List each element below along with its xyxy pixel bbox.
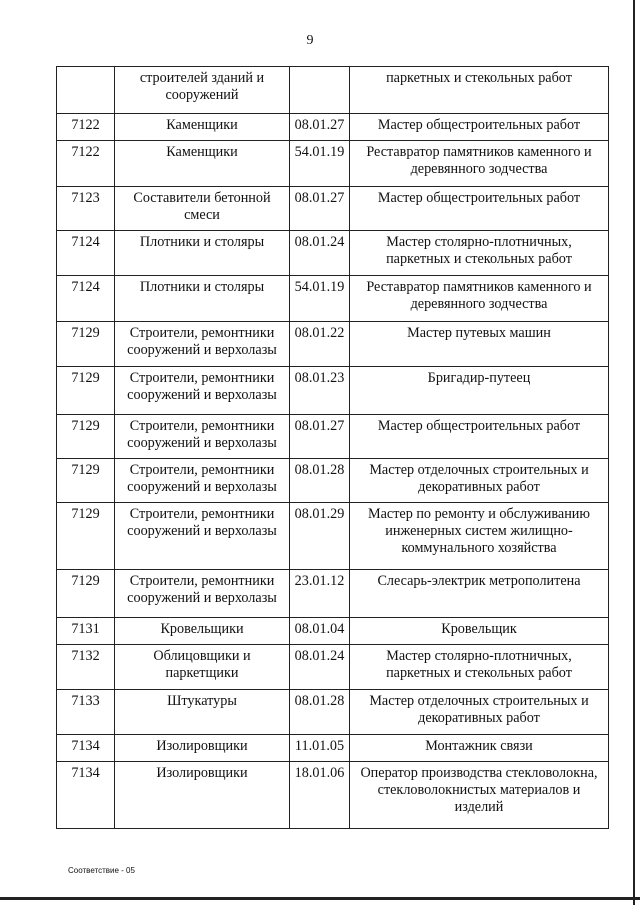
profession-cell: Мастер столярно-плотничных, паркетных и стекольных работ (350, 231, 609, 276)
code-cell: 7132 (57, 645, 115, 690)
occupation-cell: Строители, ремонтники сооружений и верхолазы (115, 503, 290, 570)
profession-cell: Мастер столярно-плотничных, паркетных и стекольных работ (350, 645, 609, 690)
occupation-cell: Строители, ремонтники сооружений и верхолазы (115, 415, 290, 459)
profession-cell: Реставратор памятников каменного и деревянного зодчества (350, 276, 609, 322)
page-edge-bottom (0, 897, 640, 900)
profession-cell: паркетных и стекольных работ (350, 67, 609, 114)
footer-note: Соответствие - 05 (68, 866, 135, 875)
occupation-cell: Штукатуры (115, 690, 290, 735)
specialty-code-cell: 23.01.12 (290, 570, 350, 618)
table-row (57, 231, 609, 276)
table-row (57, 187, 609, 231)
code-cell: 7124 (57, 231, 115, 276)
occupation-cell: Строители, ремонтники сооружений и верхолазы (115, 322, 290, 367)
table-row (57, 276, 609, 322)
specialty-code-cell: 08.01.27 (290, 114, 350, 141)
occupation-cell: строителей зданий и сооружений (115, 67, 290, 114)
profession-cell: Мастер по ремонту и обслуживанию инженерных систем жилищно-коммунального хозяйства (350, 503, 609, 570)
specialty-code-cell (290, 67, 350, 114)
occupation-cell: Кровельщики (115, 618, 290, 645)
table-row (57, 67, 609, 114)
specialty-code-cell: 08.01.28 (290, 690, 350, 735)
table-body (57, 67, 609, 829)
table-row (57, 322, 609, 367)
specialty-code-cell: 08.01.27 (290, 187, 350, 231)
profession-cell: Мастер отделочных строительных и декоративных работ (350, 690, 609, 735)
occupation-cell: Составители бетонной смеси (115, 187, 290, 231)
profession-cell: Слесарь-электрик метрополитена (350, 570, 609, 618)
occupation-cell: Строители, ремонтники сооружений и верхолазы (115, 570, 290, 618)
occupation-cell: Строители, ремонтники сооружений и верхолазы (115, 367, 290, 415)
table-row (57, 114, 609, 141)
profession-cell: Мастер общестроительных работ (350, 415, 609, 459)
code-cell: 7124 (57, 276, 115, 322)
specialty-code-cell: 08.01.24 (290, 231, 350, 276)
specialty-code-cell: 08.01.04 (290, 618, 350, 645)
profession-cell: Мастер отделочных строительных и декоративных работ (350, 459, 609, 503)
occupation-cell: Изолировщики (115, 762, 290, 829)
code-cell: 7129 (57, 503, 115, 570)
occupation-cell: Облицовщики и паркетщики (115, 645, 290, 690)
table-row (57, 141, 609, 187)
specialty-code-cell: 08.01.29 (290, 503, 350, 570)
code-cell (57, 67, 115, 114)
table-row (57, 690, 609, 735)
occupation-cell: Каменщики (115, 141, 290, 187)
occupation-cell: Изолировщики (115, 735, 290, 762)
specialty-code-cell: 08.01.23 (290, 367, 350, 415)
profession-cell: Мастер общестроительных работ (350, 114, 609, 141)
code-cell: 7123 (57, 187, 115, 231)
table-row (57, 645, 609, 690)
code-cell: 7133 (57, 690, 115, 735)
table-row (57, 415, 609, 459)
code-cell: 7129 (57, 322, 115, 367)
specialty-code-cell: 08.01.22 (290, 322, 350, 367)
occupation-table (56, 66, 609, 829)
table-row (57, 367, 609, 415)
table-row (57, 570, 609, 618)
code-cell: 7122 (57, 114, 115, 141)
profession-cell: Бригадир-путеец (350, 367, 609, 415)
occupation-cell: Строители, ремонтники сооружений и верхолазы (115, 459, 290, 503)
table-row (57, 618, 609, 645)
specialty-code-cell: 18.01.06 (290, 762, 350, 829)
specialty-code-cell: 54.01.19 (290, 276, 350, 322)
code-cell: 7129 (57, 570, 115, 618)
occupation-cell: Каменщики (115, 114, 290, 141)
table-row (57, 735, 609, 762)
profession-cell: Монтажник связи (350, 735, 609, 762)
specialty-code-cell: 08.01.28 (290, 459, 350, 503)
occupation-cell: Плотники и столяры (115, 231, 290, 276)
code-cell: 7129 (57, 415, 115, 459)
specialty-code-cell: 08.01.24 (290, 645, 350, 690)
specialty-code-cell: 11.01.05 (290, 735, 350, 762)
profession-cell: Оператор производства стекловолокна, стекловолокнистых материалов и изделий (350, 762, 609, 829)
code-cell: 7122 (57, 141, 115, 187)
occupation-cell: Плотники и столяры (115, 276, 290, 322)
code-cell: 7134 (57, 762, 115, 829)
profession-cell: Реставратор памятников каменного и деревянного зодчества (350, 141, 609, 187)
profession-cell: Мастер путевых машин (350, 322, 609, 367)
specialty-code-cell: 54.01.19 (290, 141, 350, 187)
profession-cell: Мастер общестроительных работ (350, 187, 609, 231)
specialty-code-cell: 08.01.27 (290, 415, 350, 459)
page-number: 9 (306, 33, 314, 48)
code-cell: 7131 (57, 618, 115, 645)
code-cell: 7129 (57, 459, 115, 503)
table-row (57, 459, 609, 503)
code-cell: 7134 (57, 735, 115, 762)
table-row (57, 762, 609, 829)
table-row (57, 503, 609, 570)
profession-cell: Кровельщик (350, 618, 609, 645)
page-edge-right (633, 0, 635, 905)
code-cell: 7129 (57, 367, 115, 415)
